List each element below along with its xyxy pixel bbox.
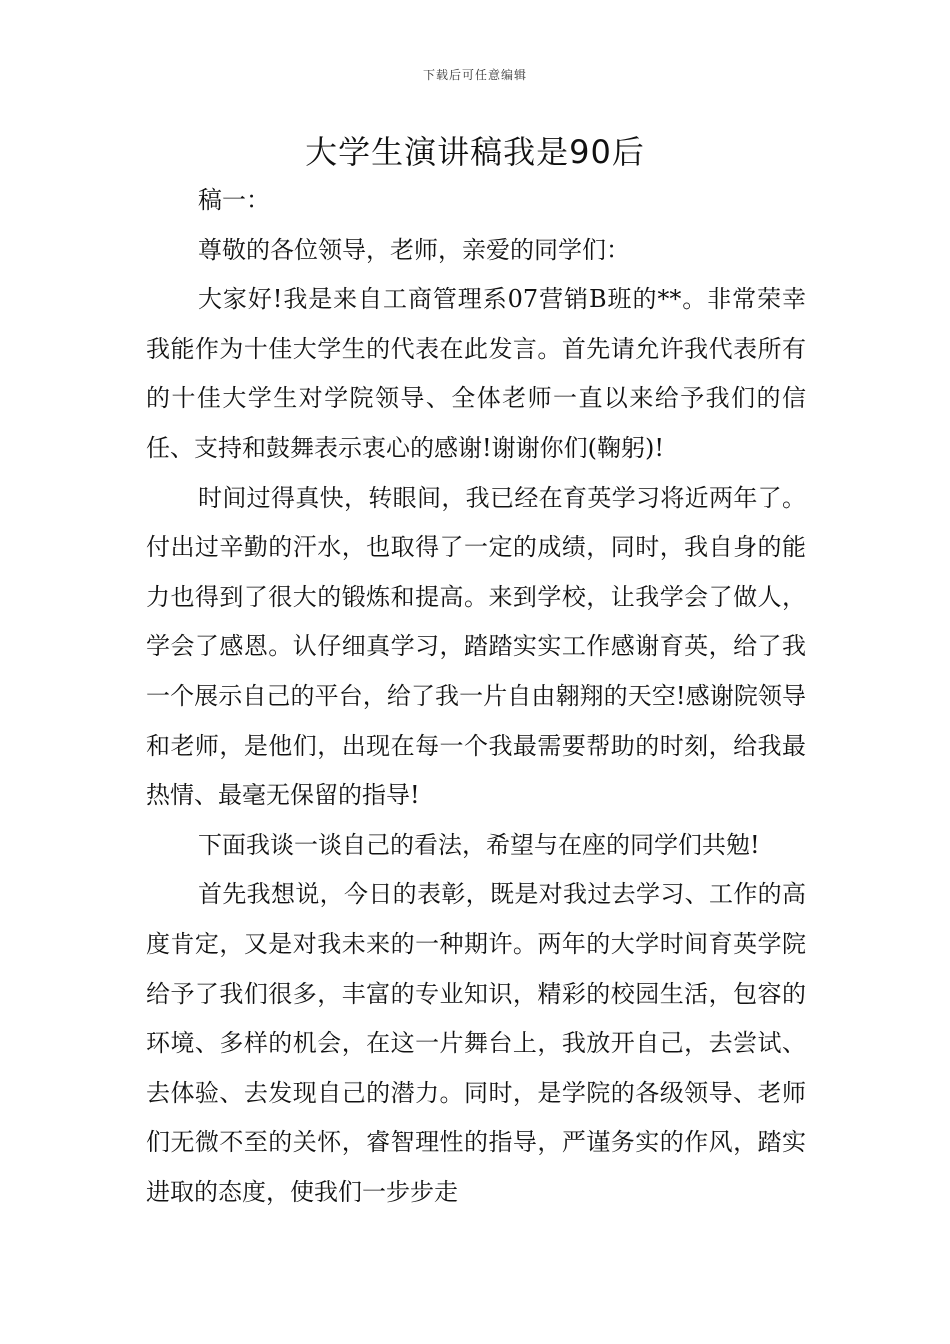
header-note: 下载后可任意编辑: [422, 68, 527, 82]
document-body: [146, 176, 806, 1217]
paragraph-reflection: 时间过得真快，转眼间，我已经在育英学习将近两年了。付出过辛勤的汗水，也取得了一定的成绩，同时，我自身的能力也得到了很大的锻炼和提高。来到学校，让我学会了做人，学会了感恩。认仔细真学习，踏踏实实工作感谢育英，给了我一个展示自己的平台，给了我一片自由翱翔的天空!感谢院领导和老师，是他们，出现在每一个我最需要帮助的时刻，给我最热情、最毫无保留的指导!: [146, 483, 806, 810]
document-title: 大学生演讲稿我是90后: [305, 133, 645, 171]
paragraph-salutation: 尊敬的各位领导，老师，亲爱的同学们：: [198, 235, 630, 264]
paragraph-first-point: 首先我想说，今日的表彰，既是对我过去学习、工作的高度肯定，又是对我未来的一种期许。两年的大学时间育英学院给予了我们很多，丰富的专业知识，精彩的校园生活，包容的环境、多样的机会，在这一片舞台上，我放开自己，去尝试、去体验、去发现自己的潜力。同时，是学院的各级领导、老师们无微不至的关怀，睿智理性的指导，严谨务实的作风，踏实进取的态度，使我们一步步走: [146, 880, 806, 1206]
paragraph-transition: 下面我谈一谈自己的看法，希望与在座的同学们共勉!: [198, 830, 760, 859]
paragraph-draft-label: 稿一：: [198, 186, 270, 214]
paragraph-greeting: 大家好!我是来自工商管理系07营销B班的**。非常荣幸我能作为十佳大学生的代表在此发言。首先请允许我代表所有的十佳大学生对学院领导、全体老师一直以来给予我们的信任、支持和鼓舞表示衷心的感谢!谢谢你们(鞠躬)!: [146, 285, 806, 462]
